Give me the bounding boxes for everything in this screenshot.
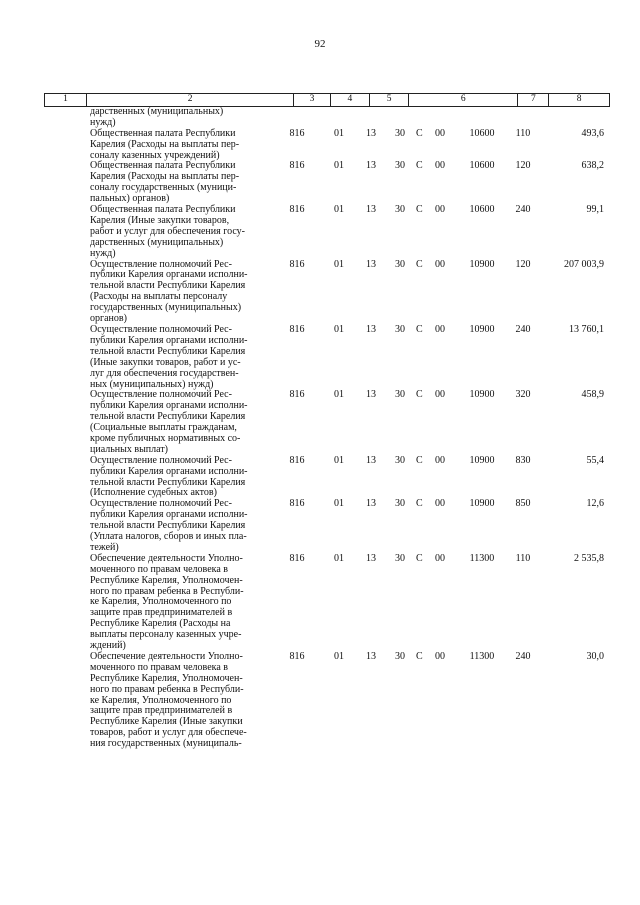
- header-col-1: 1: [44, 94, 87, 106]
- program-code: 30: [395, 389, 405, 401]
- program-sub: 00: [435, 552, 445, 564]
- row-description: [90, 652, 272, 750]
- desc-line: ке Карелия, Уполномоченного по: [90, 694, 232, 706]
- admin-code: 816: [289, 204, 305, 216]
- row-description: [90, 205, 272, 260]
- header-col-7: 7: [518, 94, 549, 106]
- desc-line: Осуществление полномочий Рес-: [90, 389, 232, 401]
- amount: 13 760,1: [569, 323, 604, 335]
- admin-code: 816: [289, 389, 305, 401]
- continuation-row: [44, 107, 610, 129]
- header-col-6: 6: [409, 94, 518, 106]
- admin-code: 816: [289, 258, 305, 270]
- table-row: [44, 554, 610, 652]
- table-header: [44, 93, 610, 107]
- desc-line: Республике Карелия, Уполномочен-: [90, 574, 243, 586]
- admin-code: 816: [289, 160, 305, 172]
- direction-code: 10900: [469, 258, 495, 270]
- program-letter: С: [416, 650, 423, 662]
- row-description: [90, 390, 272, 455]
- table-row: [44, 129, 610, 162]
- program-letter: С: [416, 127, 423, 139]
- desc-line: защите прав предпринимателей в: [90, 705, 233, 717]
- header-col-5: 5: [370, 94, 409, 106]
- row-description: [90, 129, 272, 162]
- program-sub: 00: [435, 160, 445, 172]
- expense-type: 830: [515, 454, 531, 466]
- desc-line: Республике Карелия, Уполномочен-: [90, 672, 243, 684]
- desc-line: Обеспечение деятельности Уполно-: [90, 650, 243, 662]
- direction-code: 10900: [469, 323, 495, 335]
- section-code: 01: [334, 323, 344, 335]
- continuation-text: [90, 107, 272, 129]
- desc-line: Общественная палата Республики: [90, 160, 236, 172]
- desc-line: органов): [90, 313, 127, 325]
- program-sub: 00: [435, 204, 445, 216]
- desc-line: товаров, работ и услуг для обеспече-: [90, 727, 247, 739]
- amount: 2 535,8: [574, 552, 604, 564]
- desc-line: публики Карелия органами исполни-: [90, 465, 248, 477]
- subsection-code: 13: [366, 258, 376, 270]
- amount: 638,2: [581, 160, 604, 172]
- program-sub: 00: [435, 323, 445, 335]
- expense-type: 110: [515, 127, 531, 139]
- desc-line: (Исполнение судебных актов): [90, 487, 217, 499]
- desc-line: тельной власти Республики Карелия: [90, 411, 246, 423]
- desc-line: Общественная палата Республики: [90, 127, 236, 139]
- expense-type: 120: [515, 258, 531, 270]
- desc-line: соналу государственных (муници-: [90, 182, 237, 194]
- page-number: 92: [314, 38, 326, 50]
- desc-line: Карелия (Расходы на выплаты пер-: [90, 171, 240, 183]
- section-code: 01: [334, 650, 344, 662]
- desc-line: нужд): [90, 247, 116, 259]
- table-row: [44, 390, 610, 455]
- desc-line: Республике Карелия (Расходы на: [90, 618, 231, 630]
- desc-line: государственных (муниципальных): [90, 302, 242, 314]
- desc-line: (Социальные выплаты гражданам,: [90, 422, 237, 434]
- program-letter: С: [416, 258, 423, 270]
- table-body: [44, 107, 610, 750]
- desc-line: (Уплата налогов, сборов и иных пла-: [90, 531, 247, 543]
- budget-table: [44, 93, 610, 750]
- direction-code: 10600: [469, 204, 495, 216]
- desc-line: луг для обеспечения государствен-: [90, 367, 239, 379]
- table-row: [44, 205, 610, 260]
- desc-line: публики Карелия органами исполни-: [90, 334, 248, 346]
- program-code: 30: [395, 323, 405, 335]
- desc-line: ных (муниципальных) нужд): [90, 378, 214, 390]
- section-code: 01: [334, 498, 344, 510]
- subsection-code: 13: [366, 650, 376, 662]
- subsection-code: 13: [366, 552, 376, 564]
- program-sub: 00: [435, 498, 445, 510]
- header-col-3: 3: [294, 94, 330, 106]
- subsection-code: 13: [366, 323, 376, 335]
- table-row: [44, 652, 610, 750]
- table-row: [44, 499, 610, 554]
- program-code: 30: [395, 204, 405, 216]
- desc-line: тельной власти Республики Карелия: [90, 476, 246, 488]
- table-row: [44, 456, 610, 500]
- desc-line: (Иные закупки товаров, работ и ус-: [90, 356, 241, 368]
- desc-line: соналу казенных учреждений): [90, 149, 220, 161]
- row-description: [90, 260, 272, 325]
- desc-line: ждений): [90, 640, 126, 652]
- expense-type: 110: [515, 552, 531, 564]
- direction-code: 11300: [469, 650, 495, 662]
- desc-line: ния государственных (муниципаль-: [90, 738, 242, 750]
- row-description: [90, 456, 272, 500]
- amount: 12,6: [586, 498, 604, 510]
- subsection-code: 13: [366, 454, 376, 466]
- desc-line: моченного по правам человека в: [90, 661, 229, 673]
- desc-line: Осуществление полномочий Рес-: [90, 498, 232, 510]
- desc-line: тельной власти Республики Карелия: [90, 345, 246, 357]
- admin-code: 816: [289, 650, 305, 662]
- program-letter: С: [416, 160, 423, 172]
- program-code: 30: [395, 258, 405, 270]
- admin-code: 816: [289, 454, 305, 466]
- program-code: 30: [395, 650, 405, 662]
- section-code: 01: [334, 389, 344, 401]
- admin-code: 816: [289, 323, 305, 335]
- desc-line: дарственных (муниципальных): [90, 106, 224, 117]
- program-code: 30: [395, 498, 405, 510]
- expense-type: 240: [515, 323, 531, 335]
- table-row: [44, 325, 610, 390]
- program-sub: 00: [435, 258, 445, 270]
- admin-code: 816: [289, 552, 305, 564]
- program-sub: 00: [435, 650, 445, 662]
- program-letter: С: [416, 323, 423, 335]
- row-description: [90, 161, 272, 205]
- desc-line: работ и услуг для обеспечения госу-: [90, 225, 245, 237]
- expense-type: 850: [515, 498, 531, 510]
- direction-code: 10600: [469, 160, 495, 172]
- desc-line: Общественная палата Республики: [90, 204, 236, 216]
- subsection-code: 13: [366, 498, 376, 510]
- amount: 458,9: [581, 389, 604, 401]
- expense-type: 240: [515, 204, 531, 216]
- desc-line: ного по правам ребенка в Республи-: [90, 585, 244, 597]
- desc-line: публики Карелия органами исполни-: [90, 509, 248, 521]
- subsection-code: 13: [366, 127, 376, 139]
- program-sub: 00: [435, 454, 445, 466]
- section-code: 01: [334, 258, 344, 270]
- desc-line: Осуществление полномочий Рес-: [90, 323, 232, 335]
- direction-code: 10900: [469, 454, 495, 466]
- header-col-2: 2: [87, 94, 294, 106]
- desc-line: тельной власти Республики Карелия: [90, 280, 246, 292]
- desc-line: Карелия (Иные закупки товаров,: [90, 214, 230, 226]
- desc-line: Республике Карелия (Иные закупки: [90, 716, 243, 728]
- header-col-4: 4: [331, 94, 370, 106]
- section-code: 01: [334, 127, 344, 139]
- desc-line: тельной власти Республики Карелия: [90, 520, 246, 532]
- desc-line: моченного по правам человека в: [90, 563, 229, 575]
- program-code: 30: [395, 552, 405, 564]
- subsection-code: 13: [366, 160, 376, 172]
- desc-line: дарственных (муниципальных): [90, 236, 224, 248]
- admin-code: 816: [289, 127, 305, 139]
- row-description: [90, 325, 272, 390]
- amount: 55,4: [586, 454, 604, 466]
- desc-line: ке Карелия, Уполномоченного по: [90, 596, 232, 608]
- direction-code: 10600: [469, 127, 495, 139]
- section-code: 01: [334, 454, 344, 466]
- row-description: [90, 499, 272, 554]
- desc-line: публики Карелия органами исполни-: [90, 269, 248, 281]
- expense-type: 120: [515, 160, 531, 172]
- desc-line: ного по правам ребенка в Республи-: [90, 683, 244, 695]
- subsection-code: 13: [366, 204, 376, 216]
- amount: 99,1: [586, 204, 604, 216]
- desc-line: циальных выплат): [90, 443, 169, 455]
- desc-line: Обеспечение деятельности Уполно-: [90, 552, 243, 564]
- desc-line: тежей): [90, 541, 119, 553]
- program-letter: С: [416, 498, 423, 510]
- subsection-code: 13: [366, 389, 376, 401]
- program-code: 30: [395, 454, 405, 466]
- program-letter: С: [416, 454, 423, 466]
- admin-code: 816: [289, 498, 305, 510]
- amount: 30,0: [586, 650, 604, 662]
- section-code: 01: [334, 160, 344, 172]
- direction-code: 11300: [469, 552, 495, 564]
- program-code: 30: [395, 127, 405, 139]
- desc-line: нужд): [90, 116, 116, 128]
- expense-type: 320: [515, 389, 531, 401]
- desc-line: пальных) органов): [90, 193, 170, 205]
- desc-line: выплаты персоналу казенных учре-: [90, 629, 242, 641]
- header-col-8: 8: [549, 94, 610, 106]
- desc-line: Осуществление полномочий Рес-: [90, 454, 232, 466]
- table-row: [44, 260, 610, 325]
- direction-code: 10900: [469, 498, 495, 510]
- program-letter: С: [416, 552, 423, 564]
- amount: 493,6: [581, 127, 604, 139]
- program-code: 30: [395, 160, 405, 172]
- expense-type: 240: [515, 650, 531, 662]
- desc-line: защите прав предпринимателей в: [90, 607, 233, 619]
- table-row: [44, 161, 610, 205]
- program-sub: 00: [435, 389, 445, 401]
- section-code: 01: [334, 204, 344, 216]
- program-letter: С: [416, 389, 423, 401]
- program-sub: 00: [435, 127, 445, 139]
- direction-code: 10900: [469, 389, 495, 401]
- desc-line: кроме публичных нормативных со-: [90, 432, 241, 444]
- row-description: [90, 554, 272, 652]
- desc-line: Карелия (Расходы на выплаты пер-: [90, 138, 240, 150]
- program-letter: С: [416, 204, 423, 216]
- amount: 207 003,9: [564, 258, 604, 270]
- section-code: 01: [334, 552, 344, 564]
- desc-line: Осуществление полномочий Рес-: [90, 258, 232, 270]
- desc-line: (Расходы на выплаты персоналу: [90, 291, 228, 303]
- desc-line: публики Карелия органами исполни-: [90, 400, 248, 412]
